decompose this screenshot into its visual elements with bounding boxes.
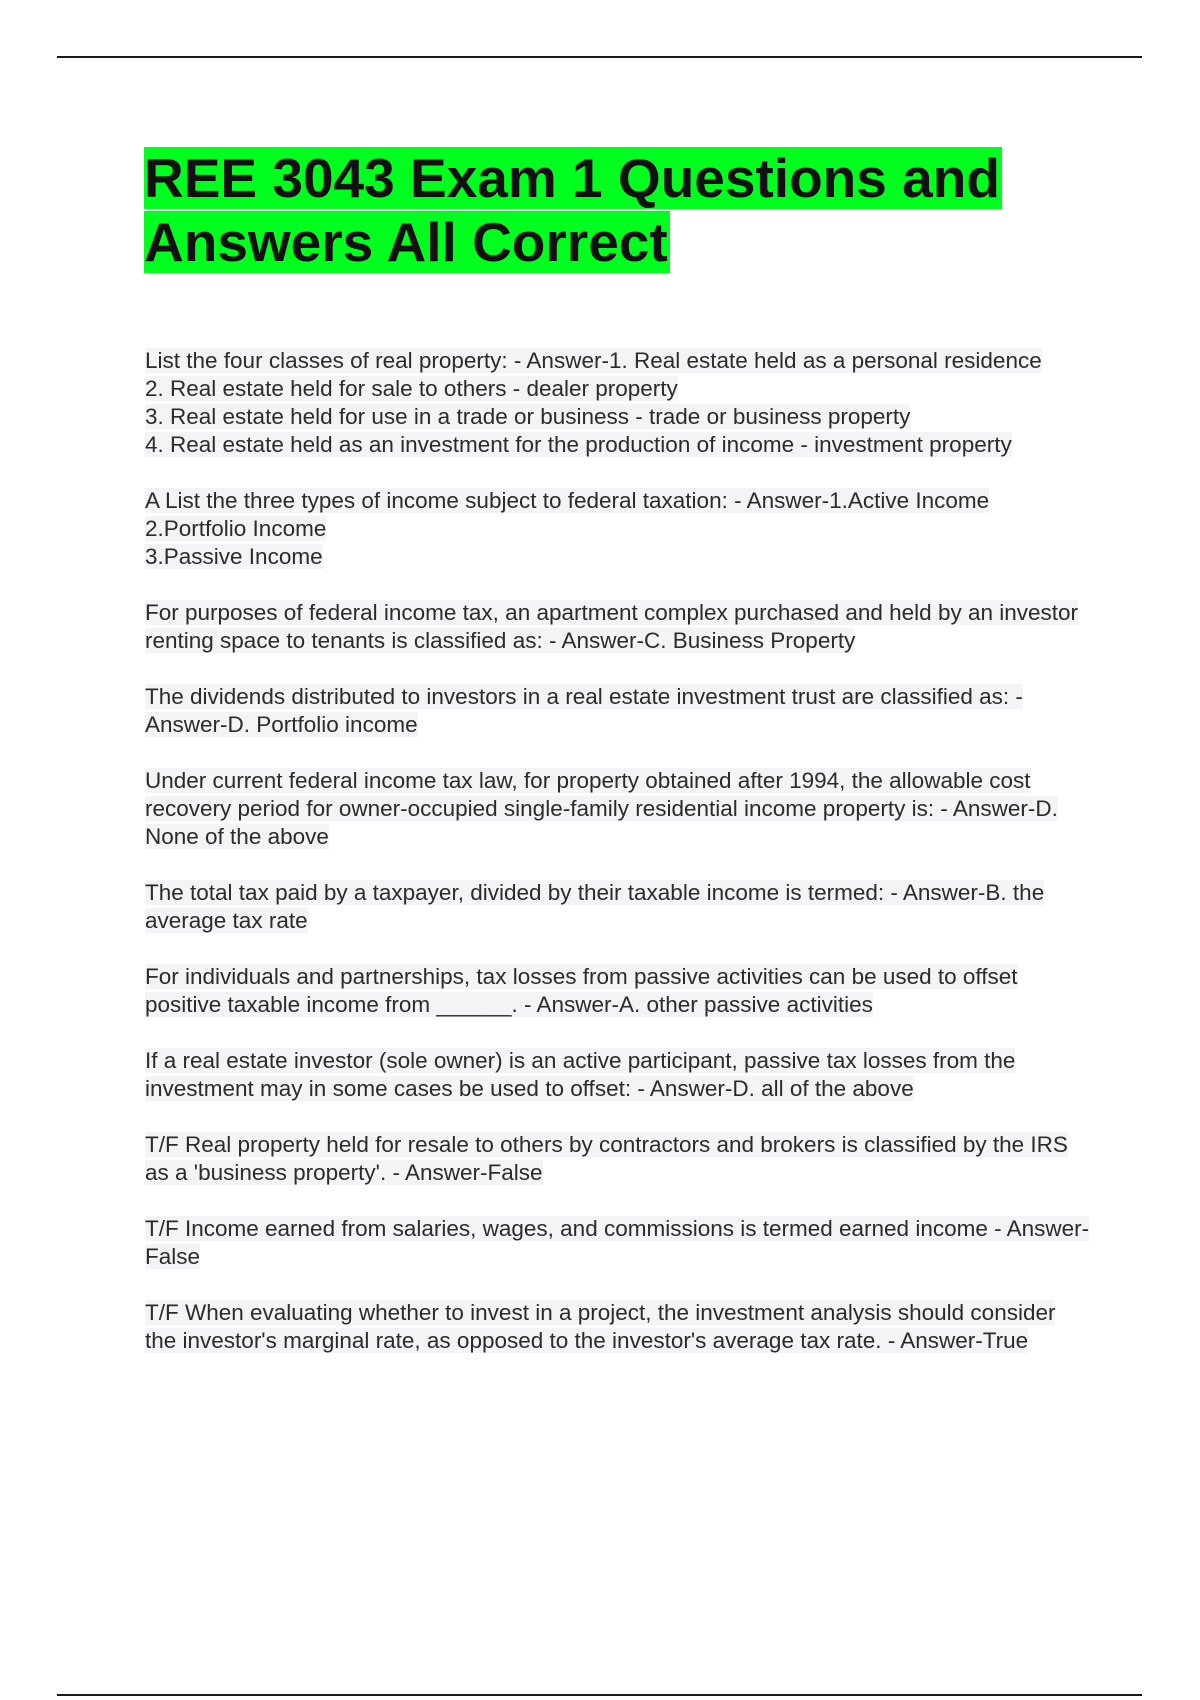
qa-item: [145, 1047, 1090, 1103]
qa-item: [145, 347, 1090, 459]
qa-line: 2.Portfolio Income: [145, 516, 327, 541]
qa-item: [145, 1131, 1090, 1187]
qa-line: The total tax paid by a taxpayer, divided by their taxable income is termed: - Answer-B. the average tax rate: [145, 880, 1045, 933]
qa-item: [145, 487, 1090, 571]
qa-line: 3.Passive Income: [145, 544, 323, 569]
document-title-text: REE 3043 Exam 1 Questions and Answers All Correct: [144, 147, 1000, 273]
qa-item: [145, 767, 1090, 851]
document-title: [144, 146, 1064, 274]
qa-item: [145, 1299, 1090, 1355]
qa-line: Under current federal income tax law, for property obtained after 1994, the allowable cost recovery period for owner-occupied single-family residential income property is: - Answer-D. None of the above: [145, 768, 1058, 849]
qa-line: T/F Income earned from salaries, wages, and commissions is termed earned income - Answer-False: [145, 1216, 1090, 1269]
qa-line: If a real estate investor (sole owner) is an active participant, passive tax losses from the investment may in some cases be used to offset: - Answer-D. all of the above: [145, 1048, 1016, 1101]
qa-item: [145, 879, 1090, 935]
qa-item: [145, 683, 1090, 739]
qa-item: [145, 599, 1090, 655]
qa-line: 4. Real estate held as an investment for the production of income - investment property: [145, 432, 1012, 457]
qa-list: [145, 347, 1090, 1383]
qa-line: T/F When evaluating whether to invest in a project, the investment analysis should consider the investor's marginal rate, as opposed to the investor's average tax rate. - Answer-True: [145, 1300, 1056, 1353]
qa-line: The dividends distributed to investors in a real estate investment trust are classified as: - Answer-D. Portfolio income: [145, 684, 1023, 737]
qa-line: 2. Real estate held for sale to others - dealer property: [145, 376, 678, 401]
qa-line: List the four classes of real property: - Answer-1. Real estate held as a personal residence: [145, 348, 1042, 373]
qa-item: [145, 1215, 1090, 1271]
qa-item: [145, 963, 1090, 1019]
qa-line: 3. Real estate held for use in a trade or business - trade or business property: [145, 404, 911, 429]
qa-line: For individuals and partnerships, tax losses from passive activities can be used to offset positive taxable income from ______. - Answer-A. other passive activities: [145, 964, 1018, 1017]
qa-line: For purposes of federal income tax, an apartment complex purchased and held by an investor renting space to tenants is classified as: - Answer-C. Business Property: [145, 600, 1079, 653]
top-rule: [57, 56, 1142, 58]
qa-line: A List the three types of income subject to federal taxation: - Answer-1.Active Income: [145, 488, 990, 513]
qa-line: T/F Real property held for resale to others by contractors and brokers is classified by the IRS as a 'business property'. - Answer-False: [145, 1132, 1068, 1185]
bottom-rule: [57, 1694, 1142, 1696]
